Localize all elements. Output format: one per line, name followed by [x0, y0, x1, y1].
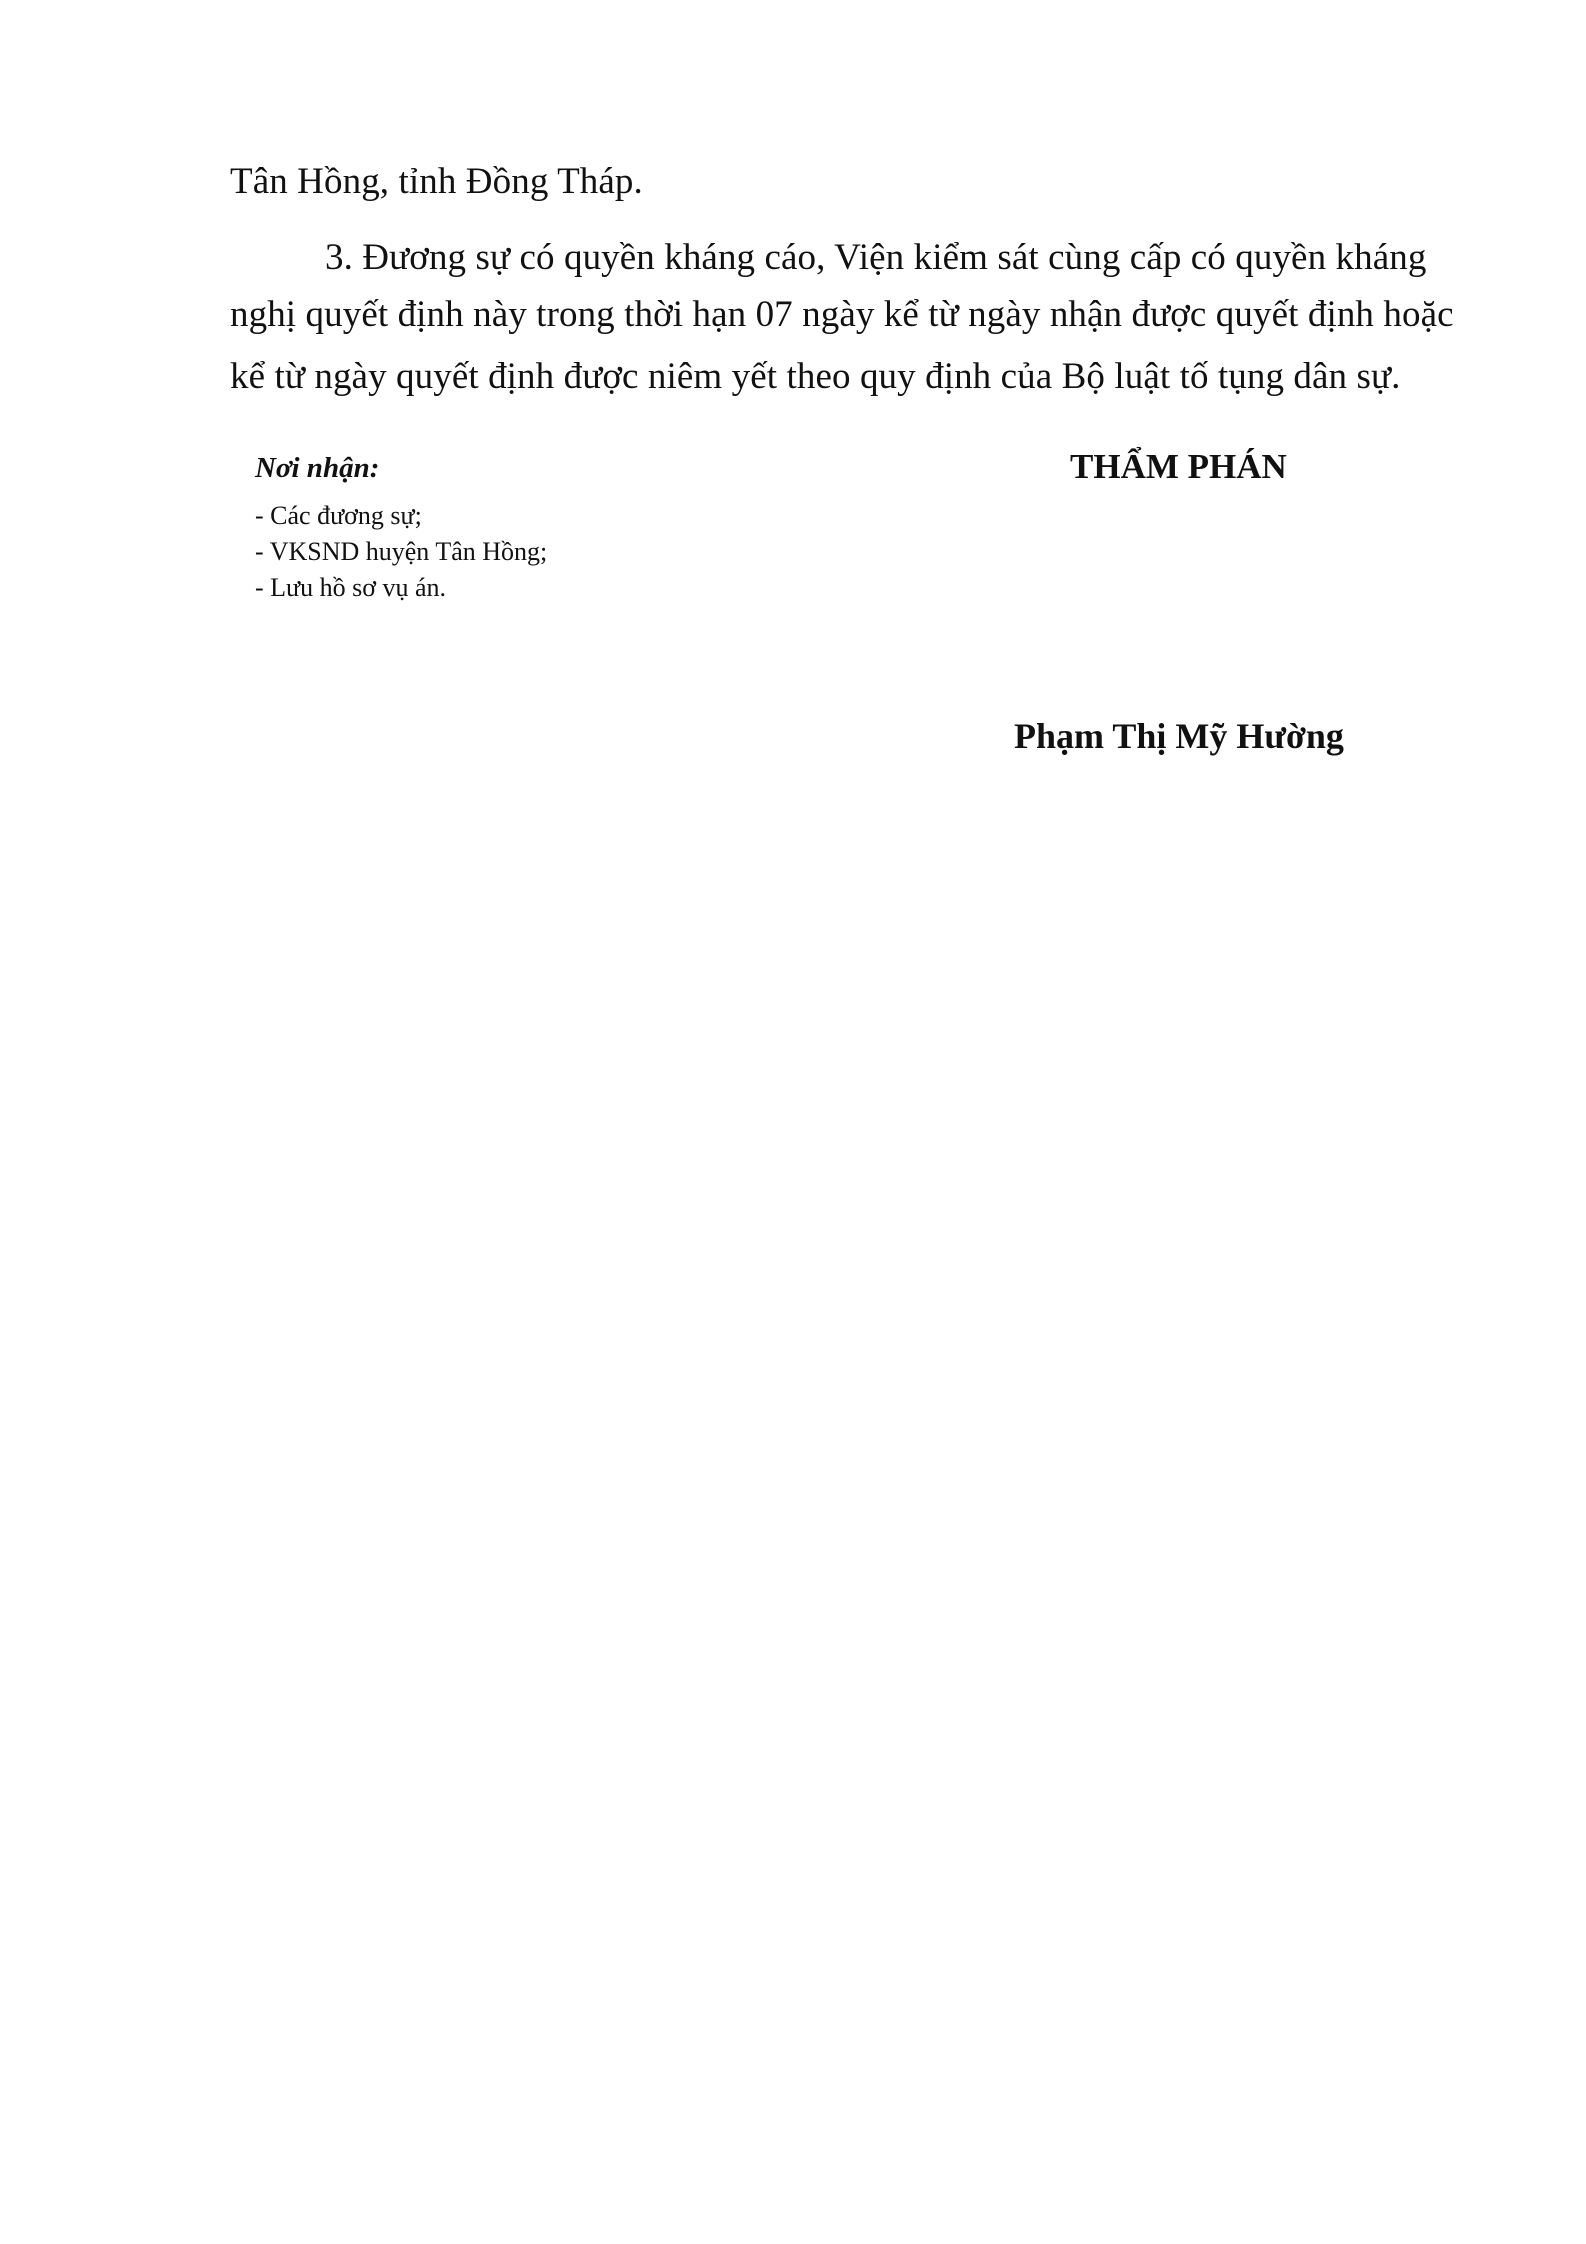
recipients-title: Nơi nhận:: [255, 452, 380, 484]
signer-title: THẨM PHÁN: [1070, 447, 1287, 486]
paragraph-line-1: Tân Hồng, tỉnh Đồng Tháp.: [230, 161, 643, 202]
recipient-item: - Lưu hồ sơ vụ án.: [255, 573, 447, 602]
recipient-item: - VKSND huyện Tân Hồng;: [255, 537, 548, 566]
paragraph-line-3: nghị quyết định này trong thời hạn 07 ngày kể từ ngày nhận được quyết định hoặc: [230, 294, 1454, 335]
recipient-item: - Các đương sự;: [255, 501, 422, 530]
paragraph-line-4: kể từ ngày quyết định được niêm yết theo quy định của Bộ luật tố tụng dân sự.: [230, 356, 1401, 397]
signer-name: Phạm Thị Mỹ Hường: [1014, 716, 1344, 756]
paragraph-line-2: 3. Đương sự có quyền kháng cáo, Viện kiểm sát cùng cấp có quyền kháng: [325, 237, 1427, 278]
recipients-block: [255, 452, 547, 606]
